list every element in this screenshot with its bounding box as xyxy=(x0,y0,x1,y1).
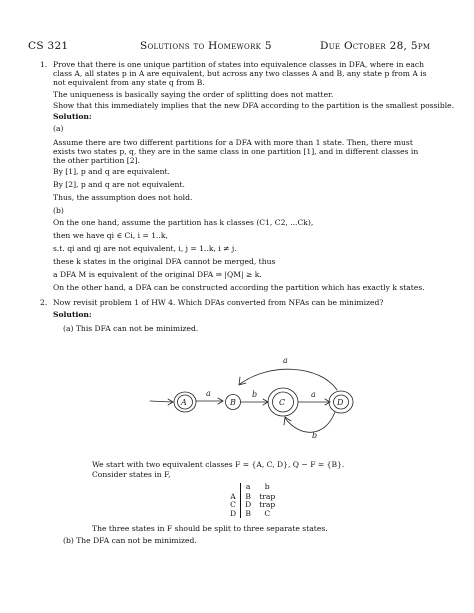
other-hand-line: On the other hand, a DFA can be constructed according the partition which has exactly k states. xyxy=(53,283,425,292)
equivalent-classes-line: We start with two equivalent classes F = {A, C, D}, Q − F = {B}. xyxy=(92,460,345,469)
these-line: these k states in the original DFA cannot be merged, thus xyxy=(53,257,276,266)
edge-d-c-label: b xyxy=(312,431,318,440)
table-row xyxy=(226,510,279,519)
table-cell: A xyxy=(226,493,241,502)
state-c-label: C xyxy=(279,398,286,407)
edge-b-c-label: b xyxy=(252,390,258,399)
then-line: then we have qi ∈ Ci, i = 1..k, xyxy=(53,231,168,240)
state-d-label: D xyxy=(337,398,344,407)
table-header-cell: a xyxy=(245,482,251,491)
consider-line: Consider states in F, xyxy=(92,470,171,479)
thus-line: Thus, the assumption does not hold. xyxy=(53,193,193,202)
problem-2-number: 2. xyxy=(40,298,48,307)
one-hand-line: On the one hand, assume the partition has k classes (C1, C2, ...Ck), xyxy=(53,218,314,227)
table-cell: C xyxy=(264,508,271,518)
table-cell: B xyxy=(245,508,251,518)
by-1-line: By [1], p and q are equivalent. xyxy=(53,167,170,176)
dfa-line: a DFA M is equivalent of the original DFA ⇒ |QM| ≥ k. xyxy=(53,270,262,279)
table-cell: C xyxy=(226,501,241,510)
edge-d-b xyxy=(240,369,337,390)
assume-paragraph: Assume there are two different partitions for a DFA with more than 1 state. Then, there must exists two states p, q, they are in the same class in one partition [1], and in different classes in the other partition [2]. xyxy=(53,138,419,165)
part-b-label: (b) xyxy=(53,206,64,215)
due-date: Due October 28, 5pm xyxy=(320,40,431,52)
page-title: Solutions to Homework 5 xyxy=(140,40,272,52)
part-b-text: (b) The DFA can not be minimized. xyxy=(63,536,197,545)
table-cell: trap xyxy=(259,500,276,509)
table-cell: B xyxy=(245,491,251,501)
edge-a-b-label: a xyxy=(206,389,211,398)
table-header-cell: b xyxy=(264,482,270,491)
part-a-label: (a) xyxy=(53,124,64,133)
problem-2-prompt: Now revisit problem 1 of HW 4. Which DFAs converted from NFAs can be minimized? xyxy=(53,298,384,307)
table-cell: D xyxy=(226,510,241,519)
show-statement: Show that this immediately implies that the new DFA according to the partition is the smallest possible. xyxy=(53,101,455,110)
edge-d-c xyxy=(285,412,335,432)
start-arrow xyxy=(150,401,172,402)
st-line: s.t. qi and qj are not equivalent, i, j = 1..k, i ≠ j. xyxy=(53,244,237,253)
table-cell: D xyxy=(245,500,252,509)
state-b-label: B xyxy=(230,398,236,407)
edge-d-b-label: a xyxy=(283,356,288,365)
problem-1-prompt: Prove that there is one unique partition of states into equivalence classes in DFA, where in each class A, all states p in A are equivalent, but across any two classes A and B, any state p from A is not equivalent from any state q from B. xyxy=(53,60,427,87)
edge-c-d-label: a xyxy=(311,390,316,399)
transition-table xyxy=(226,483,280,518)
solution-heading-2: Solution: xyxy=(53,310,92,319)
problem-1-number: 1. xyxy=(40,60,48,69)
by-2-line: By [2], p and q are not equivalent. xyxy=(53,180,185,189)
solution-heading-1: Solution: xyxy=(53,112,92,121)
split-line: The three states in F should be split to three separate states. xyxy=(92,524,328,533)
course-code: CS 321 xyxy=(28,40,69,52)
part-a-text: (a) This DFA can not be minimized. xyxy=(63,324,199,333)
state-a-label: A xyxy=(181,398,187,407)
uniqueness-note: The uniqueness is basically saying the order of splitting does not matter. xyxy=(53,90,334,99)
table-cell: trap xyxy=(259,491,276,501)
